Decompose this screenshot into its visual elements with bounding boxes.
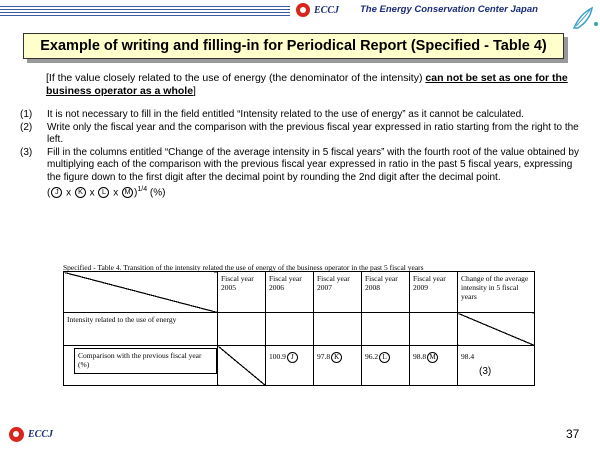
formula-exponent: 1/4	[137, 186, 148, 193]
list-item	[20, 122, 580, 147]
report-table	[63, 271, 535, 386]
fy2006-comparison-cell: 100.9 J	[266, 346, 314, 386]
circled-m: M	[427, 352, 438, 363]
list-item-number: (2)	[20, 121, 33, 133]
page-number: 37	[566, 427, 580, 441]
intensity-average-cell	[458, 313, 535, 346]
fy2008-comparison-cell: 96.2 L	[362, 346, 410, 386]
intro-prefix: [If the value closely related to the use of energy (the denominator of the intensity)	[46, 72, 426, 84]
circled-j: J	[287, 352, 298, 363]
header-stripes	[0, 6, 290, 18]
circled-l: L	[98, 187, 109, 198]
header-fy2005: Fiscal year 2005	[218, 272, 266, 313]
header-fy2009: Fiscal year 2009	[410, 272, 458, 313]
table-header-row	[64, 272, 535, 313]
header-fy2007: Fiscal year 2007	[314, 272, 362, 313]
circled-l: L	[379, 352, 390, 363]
eccj-sun-icon	[296, 3, 310, 17]
fy2007-comparison-cell: 97.8 K	[314, 346, 362, 386]
intro-emphasis: can not be set as one for the business operator as a whole	[46, 72, 568, 97]
list-item	[20, 109, 580, 122]
list-item-number: (1)	[20, 109, 33, 120]
list-item	[20, 147, 580, 200]
average-note: (3)	[479, 366, 492, 377]
circled-m: M	[122, 187, 133, 198]
leaf-icon	[570, 4, 600, 32]
header-average-change: Change of the average intensity in 5 fiscal years	[458, 272, 535, 313]
header-fy2006: Fiscal year 2006	[266, 272, 314, 313]
intro-suffix: ]	[193, 85, 196, 97]
circled-j: J	[51, 187, 62, 198]
fy2009-comparison-cell: 98.8 M	[410, 346, 458, 386]
eccj-sun-icon	[9, 427, 24, 442]
header-corner-cell	[64, 272, 218, 313]
table-row	[64, 313, 535, 346]
header-fy2008: Fiscal year 2008	[362, 272, 410, 313]
circled-k: K	[331, 352, 342, 363]
slide-title: Example of writing and filling-in for Periodical Report (Specified - Table 4)	[23, 33, 564, 59]
average-comparison-cell	[458, 346, 535, 386]
row-comparison-label: Comparison with the previous fiscal year (%)	[74, 348, 217, 374]
table-caption: Specified - Table 4. Transition of the intensity related the use of energy of the business operator in the past 5 fiscal years	[63, 263, 424, 272]
circled-k: K	[75, 187, 86, 198]
intro-text	[46, 72, 576, 98]
org-name: The Energy Conservation Center Japan	[360, 4, 538, 15]
instruction-list	[20, 109, 580, 200]
eccj-logo	[296, 3, 339, 17]
row-intensity-label: Intensity related to the use of energy	[64, 313, 218, 346]
eccj-footer-text: ECCJ	[28, 429, 54, 440]
list-item-text: Write only the fiscal year and the comparison with the previous fiscal year expressed in ratio starting from the right to the left.	[47, 121, 579, 145]
formula: ( J x K x L x M )$^{1/4}$ (%)	[47, 186, 166, 199]
list-item-number: (3)	[20, 146, 33, 158]
list-item-text: It is not necessary to fill in the field entitled “Intensity related to the use of energy” as it cannot be calculated.	[47, 109, 524, 120]
eccj-logo-text: ECCJ	[314, 4, 340, 16]
list-item-text: Fill in the columns entitled “Change of the average intensity in 5 fiscal years” with the fourth root of the value obtained by multiplying each of the comparison with the previous fiscal year expressed in ratio in the past 5 fiscal years, expressing the figure down to the first digit after the decimal point by rounding the 2nd digit after the decimal point.	[47, 146, 579, 183]
average-value: 98.4	[461, 352, 475, 361]
fy2005-comparison-cell	[218, 346, 266, 386]
eccj-logo-footer	[9, 427, 53, 442]
table-row	[64, 346, 535, 386]
